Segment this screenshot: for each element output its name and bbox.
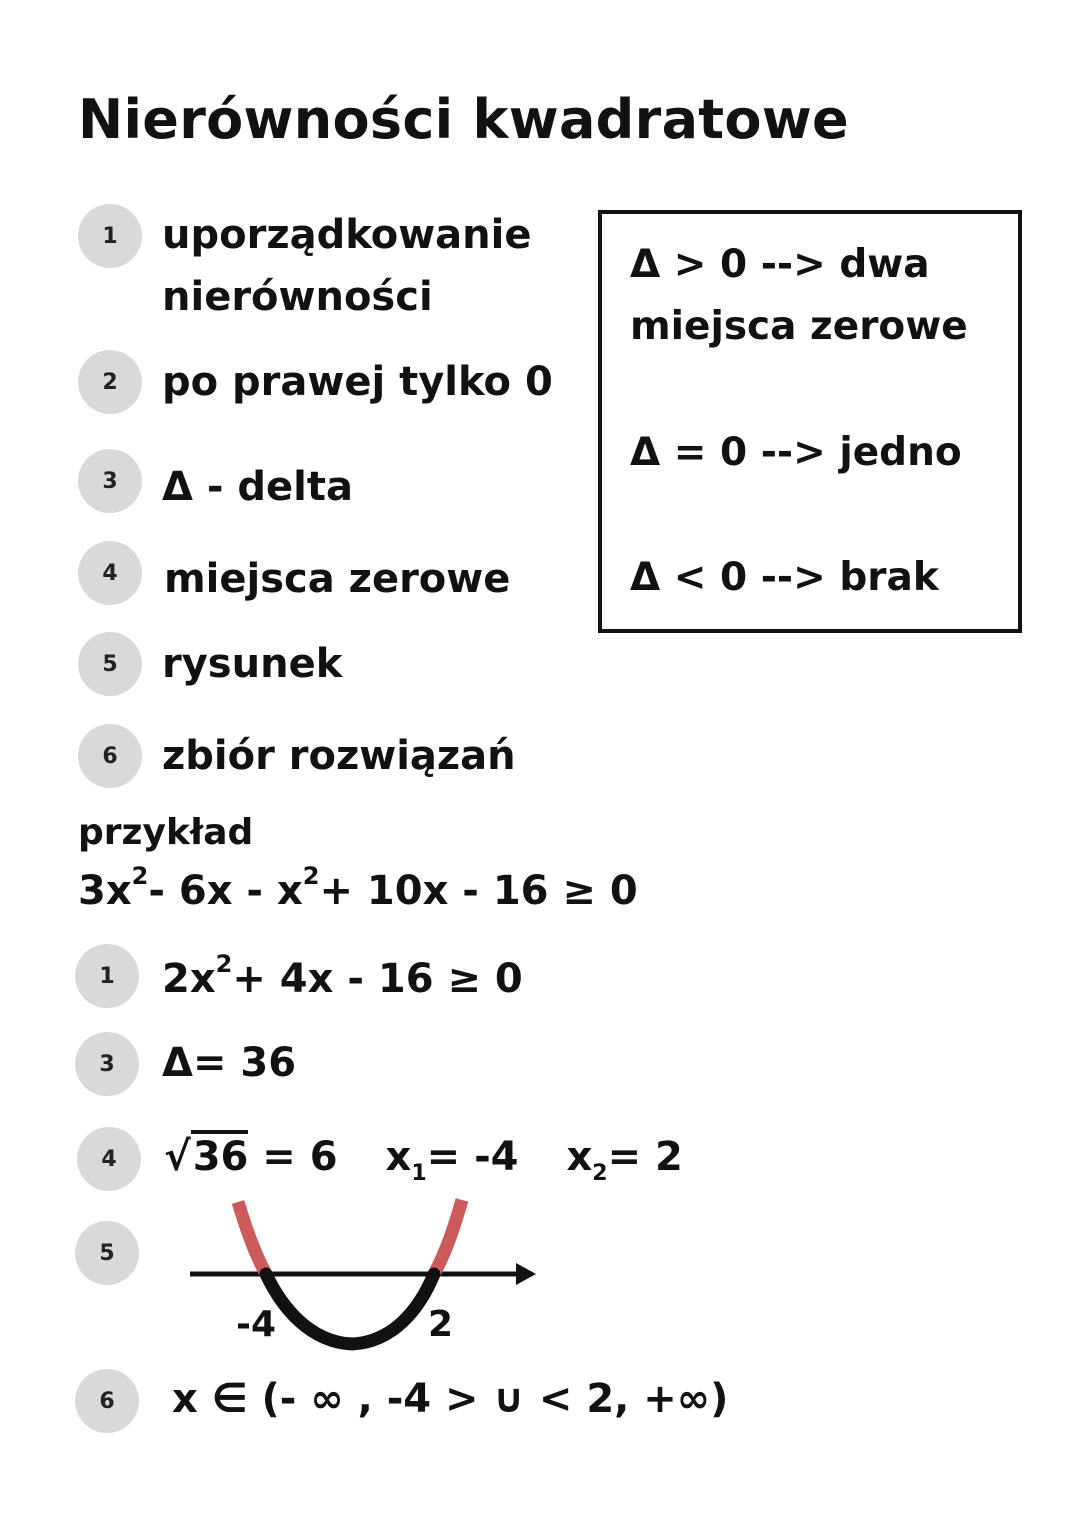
- page-title: Nierówności kwadratowe: [78, 88, 849, 151]
- root-x1-value: = -4: [426, 1134, 519, 1180]
- root-x2-subscript: 2: [592, 1161, 608, 1186]
- step-badge: 4: [78, 541, 142, 605]
- delta-case-line: Δ < 0 --> brak: [630, 555, 939, 600]
- axis-arrow-icon: [516, 1263, 536, 1285]
- step-badge: 6: [78, 724, 142, 788]
- sqrt-result: = 6: [262, 1134, 338, 1180]
- exponent: 2: [215, 950, 233, 978]
- sqrt-radicand: 36: [191, 1130, 249, 1180]
- equation-part: 2x: [162, 956, 216, 1002]
- root-label-right: 2: [428, 1304, 454, 1345]
- root-x1-label: x: [385, 1134, 412, 1180]
- solution-set: x ∈ (- ∞ , -4 > ∪ < 2, +∞): [172, 1376, 729, 1422]
- solution-badge: 3: [75, 1032, 139, 1096]
- solution-step-roots: [164, 1134, 683, 1186]
- step-text: Δ - delta: [162, 464, 353, 510]
- parabola-sketch: [180, 1190, 550, 1365]
- step-text: miejsca zerowe: [164, 556, 511, 602]
- root-label-left: -4: [236, 1304, 276, 1345]
- solution-badge: 1: [75, 944, 139, 1008]
- step-badge: 2: [78, 350, 142, 414]
- solution-badge: 5: [75, 1221, 139, 1285]
- equation-part: + 4x - 16 ≥ 0: [232, 956, 523, 1002]
- step-text: po prawej tylko 0: [162, 359, 553, 405]
- solution-badge: 6: [75, 1369, 139, 1433]
- equation-part: - 6x - x: [148, 868, 303, 914]
- exponent: 2: [302, 862, 320, 890]
- delta-case-line: miejsca zerowe: [630, 304, 968, 349]
- step-badge: 3: [78, 449, 142, 513]
- example-equation: [78, 862, 638, 914]
- step-text: rysunek: [162, 641, 343, 687]
- step-text-line: nierówności: [162, 274, 433, 320]
- example-label: przykład: [78, 812, 254, 853]
- step-text: zbiór rozwiązań: [162, 733, 516, 779]
- delta-cases-box: [598, 210, 1022, 633]
- root-x1-subscript: 1: [411, 1161, 427, 1186]
- root-x2-label: x: [566, 1134, 593, 1180]
- equation-part: 3x: [78, 868, 132, 914]
- solution-badge: 4: [77, 1127, 141, 1191]
- step-badge: 1: [78, 204, 142, 268]
- sqrt-sign: √: [164, 1134, 191, 1180]
- solution-step-delta: Δ= 36: [162, 1040, 297, 1086]
- parabola-left-positive: [238, 1202, 266, 1274]
- equation-part: + 10x - 16 ≥ 0: [319, 868, 638, 914]
- exponent: 2: [131, 862, 149, 890]
- delta-case-line: Δ > 0 --> dwa: [630, 242, 930, 287]
- step-text: [162, 204, 532, 328]
- step-badge: 5: [78, 632, 142, 696]
- delta-case-line: Δ = 0 --> jedno: [630, 430, 962, 475]
- step-text-line: uporządkowanie: [162, 212, 532, 258]
- parabola-right-positive: [434, 1200, 462, 1274]
- parabola-negative-part: [266, 1274, 434, 1344]
- root-x2-value: = 2: [607, 1134, 683, 1180]
- solution-step-ordered: [162, 950, 523, 1002]
